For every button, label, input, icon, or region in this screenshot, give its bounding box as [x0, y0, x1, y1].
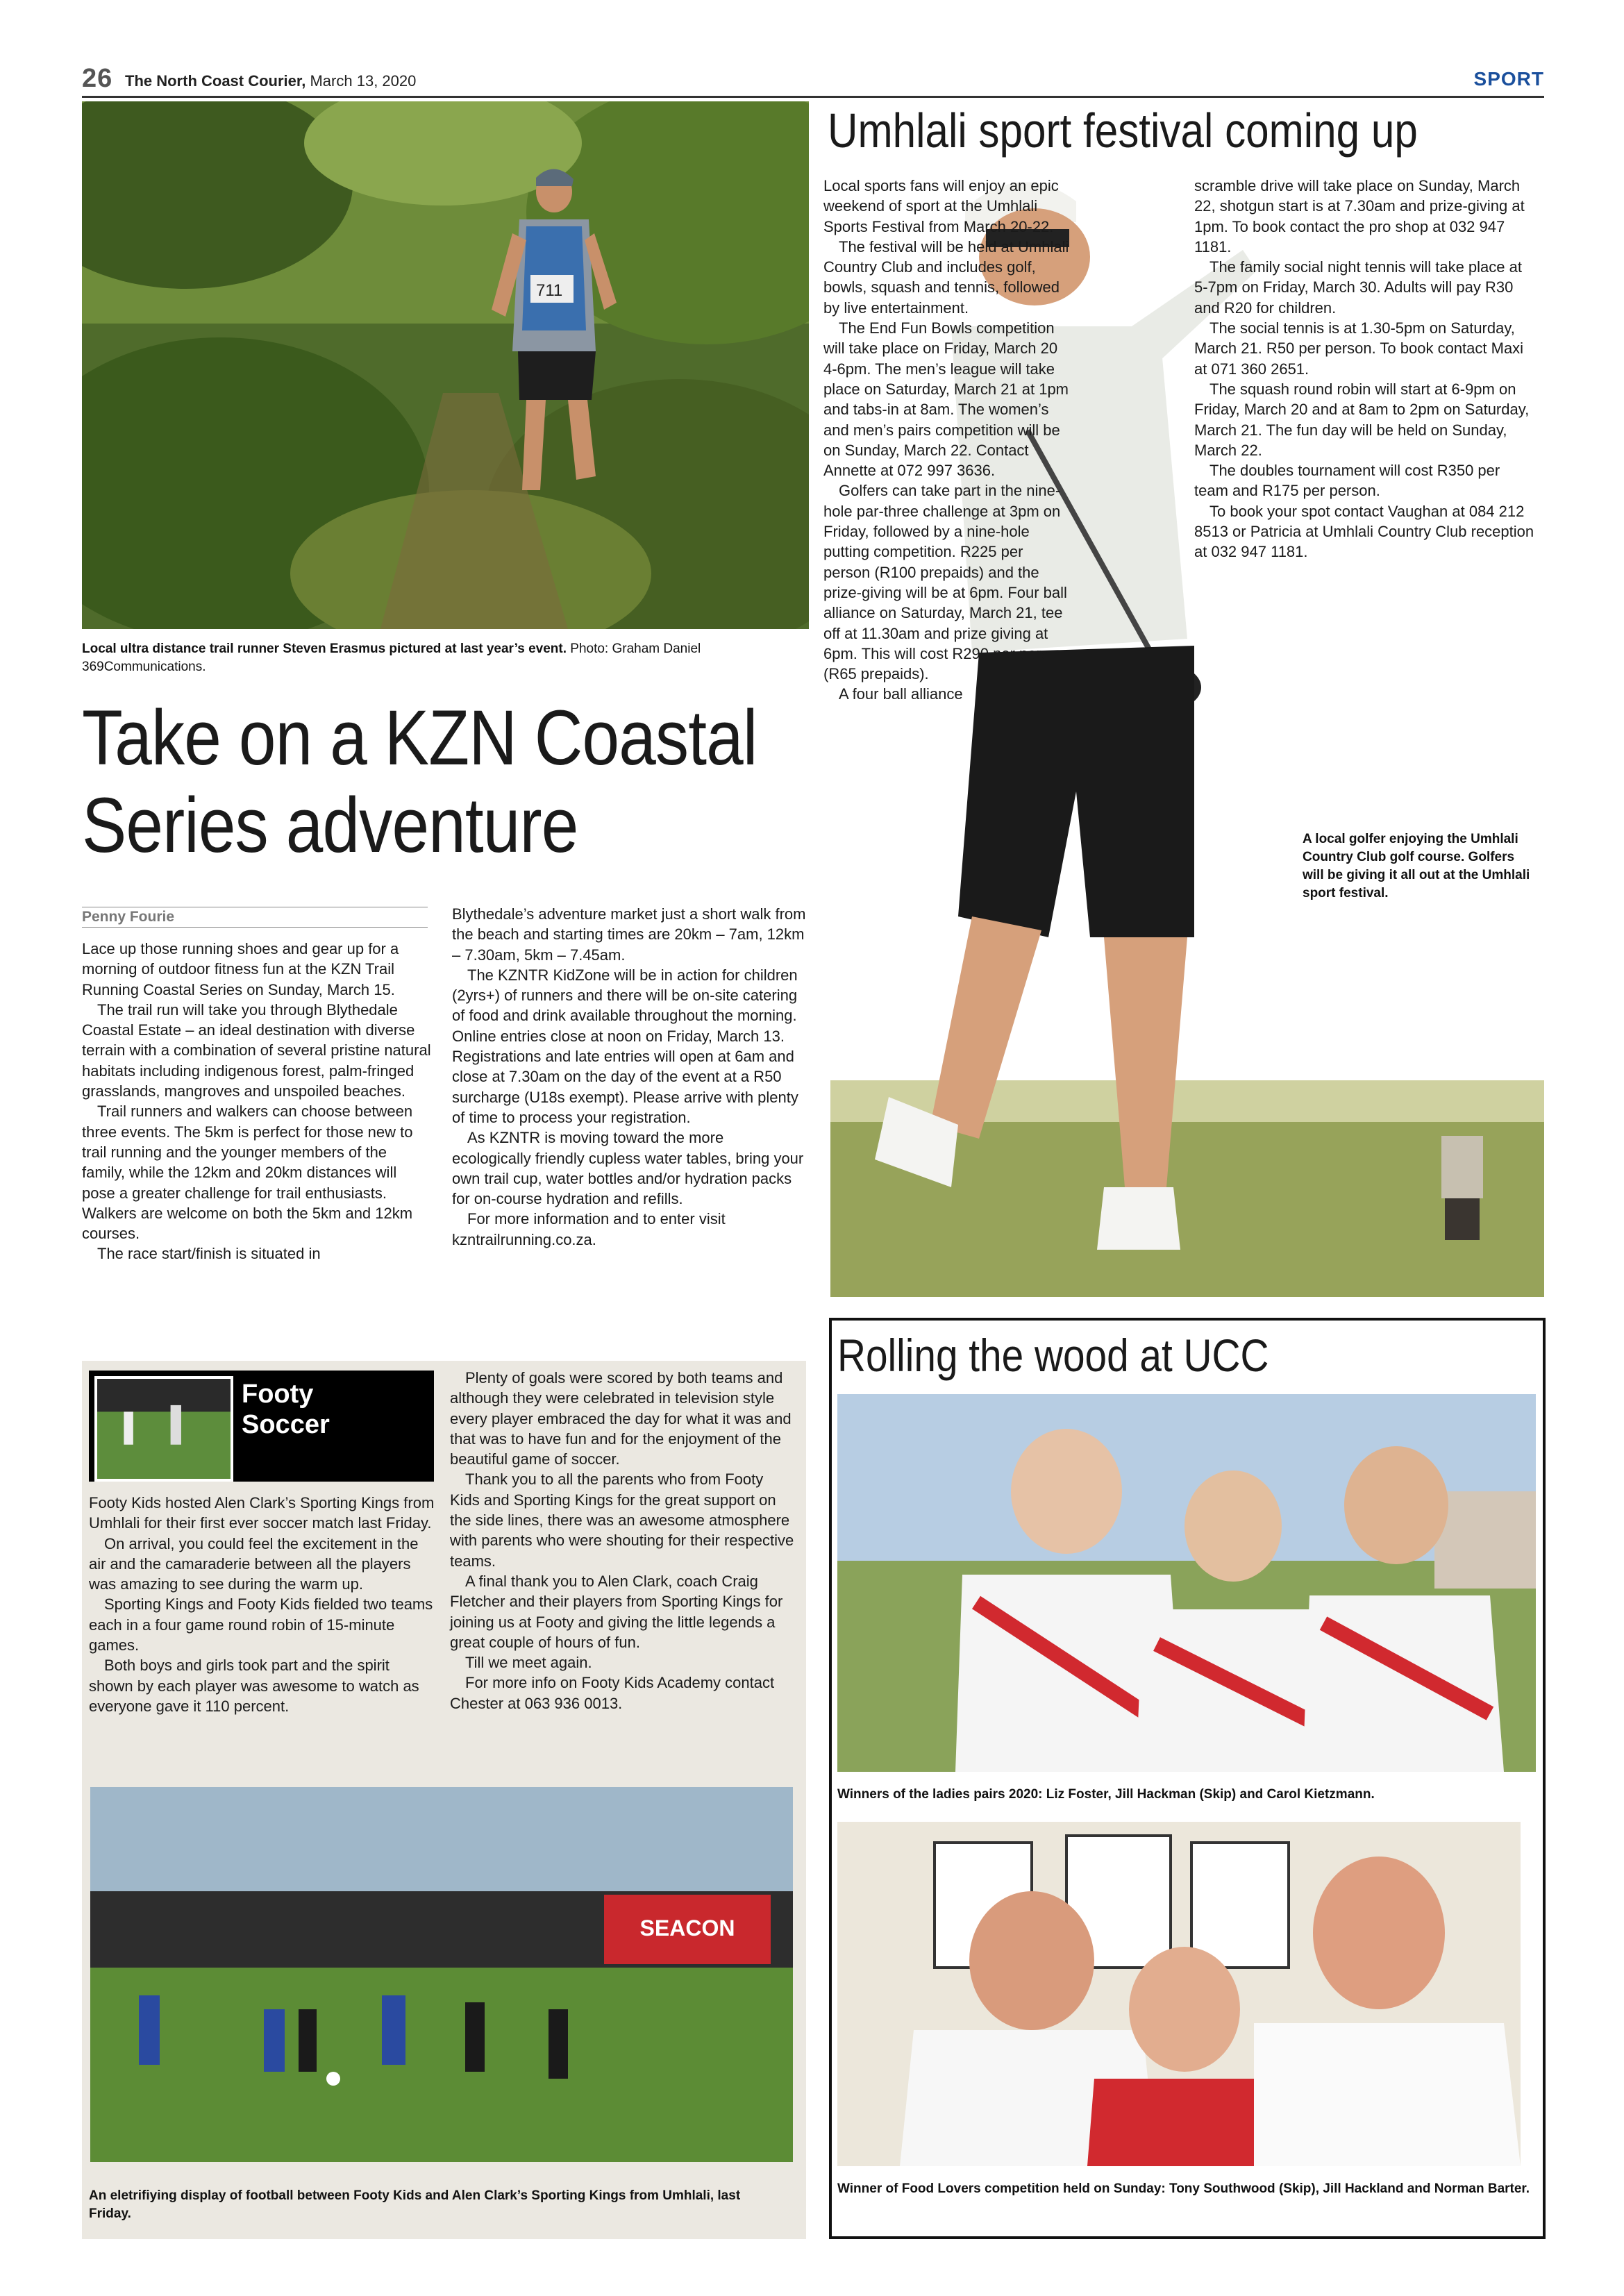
- trail-caption-bold: Local ultra distance trail runner Steven Erasmus pictured at last year’s event.: [82, 642, 567, 656]
- footy-match-photo: [90, 1787, 793, 2162]
- footy-col2-p5: For more info on Footy Kids Academy contact Chester at 063 936 0013.: [450, 1674, 775, 1712]
- trail-headline-line1: Take on a KZN Coastal: [82, 694, 757, 781]
- trail-byline: Penny Fourie: [82, 907, 428, 928]
- footy-col-2: [450, 1368, 794, 1713]
- festival-col1-p3: The End Fun Bowls competition will take place on Friday, March 20 4-6pm. The men’s league will take place on Saturday, March 21 at 1pm and tabs-in at 8am. The women’s and men’s pairs competition will be on Sunday, March 22. Contact Annette at 072 997 3636.: [823, 319, 1069, 480]
- footy-col1-p2: On arrival, you could feel the excitement in the air and the camaraderie between all the players was amazing to see during the warm up.: [89, 1534, 419, 1593]
- footy-col1-p1: Footy Kids hosted Alen Clark’s Sporting Kings from Umhlali for their first ever soccer match last Friday.: [89, 1494, 435, 1532]
- festival-col2-p4: The squash round robin will start at 6-9pm on Friday, March 20 and at 8am to 2pm on Saturday, March 21. The fun day will be held on Sunday, March 22.: [1194, 380, 1530, 459]
- footy-col2-p4: Till we meet again.: [465, 1654, 592, 1672]
- footy-col2-p3: A final thank you to Alen Clark, coach Craig Fletcher and their players from Sporting Kings for joining us at Footy and giving the little legends a great couple of hours of fun.: [450, 1572, 783, 1651]
- festival-col2-p6: To book your spot contact Vaughan at 084 212 8513 or Patricia at Umhlali Country Club reception at 032 947 1181.: [1194, 502, 1534, 561]
- trail-col1-p3: Trail runners and walkers can choose between three events. The 5km is perfect for those new to trail running and the younger members of the family, while the 12km and 20km distances will pose a greater challenge for trail enthusiasts. Walkers are welcome on both the 5km and 12km courses.: [82, 1103, 413, 1243]
- issue-date: March 13, 2020: [310, 72, 417, 90]
- trail-col1-p1: Lace up those running shoes and gear up for a morning of outdoor fitness fun at the KZN Trail Running Coastal Series on Sunday, March 15.: [82, 940, 399, 998]
- footy-title-line1: Footy: [242, 1380, 314, 1409]
- footy-badge-photo: [94, 1376, 233, 1482]
- trail-col2-p1: Blythedale’s adventure market just a short walk from the beach and starting times are 20km – 7am, 12km – 7.30am, 5km – 7.45am.: [452, 905, 806, 964]
- trail-caption-credit: Photo: Graham Daniel 369Communications.: [82, 642, 701, 674]
- food-lovers-photo: [837, 1822, 1521, 2166]
- festival-col-2: [1194, 176, 1534, 562]
- footy-col-1: [89, 1493, 436, 1716]
- trail-col1-p2: The trail run will take you through Blythedale Coastal Estate – an ideal destination with diverse terrain with a combination of several pristine natural habitats including indigenous forest, palm-fringed grasslands, mangroves and unspoiled beaches.: [82, 1000, 431, 1100]
- publication-line: [125, 72, 416, 90]
- page-number: 26: [82, 64, 113, 93]
- trail-headline-line2: Series adventure: [82, 782, 578, 869]
- festival-col2-p2: The family social night tennis will take place at 5-7pm on Friday, March 30. Adults will pay R30 and R20 for children.: [1194, 258, 1522, 317]
- footy-photo-caption: An eletrifiying display of football between Footy Kids and Alen Clark’s Sporting Kings from Umhlali, last Friday.: [89, 2188, 741, 2221]
- ucc-headline: [837, 1329, 1339, 1382]
- festival-col1-p2: The festival will be held at Umhlali Country Club and includes golf, bowls, squash and tennis, followed by live entertainment.: [823, 237, 1069, 317]
- footy-col2-p2: Thank you to all the parents who from Footy Kids and Sporting Kings for the great support on the side lines, there was an awesome atmosphere with parents who were shouting for their respective teams.: [450, 1470, 794, 1570]
- trail-runner-photo: [82, 101, 809, 629]
- publication-name: The North Coast Courier,: [125, 72, 306, 90]
- trail-headline: [82, 694, 867, 869]
- section-label: SPORT: [1473, 68, 1544, 90]
- ladies-pairs-photo: [837, 1394, 1536, 1772]
- footy-col1-p3: Sporting Kings and Footy Kids fielded two teams each in a four game round robin of 15-minute games.: [89, 1595, 433, 1654]
- footy-col1-p4: Both boys and girls took part and the spirit shown by each player was awesome to watch as everyone gave it 110 percent.: [89, 1657, 419, 1715]
- festival-col2-p3: The social tennis is at 1.30-5pm on Saturday, March 21. R50 per person. To book contact Maxi at 071 360 2651.: [1194, 319, 1524, 378]
- festival-col2-p1: scramble drive will take place on Sunday, March 22, shotgun start is at 7.30am and prize-giving at 1pm. To book contact the pro shop at 032 947 1181.: [1194, 177, 1525, 255]
- footy-title: [242, 1379, 330, 1440]
- festival-col1-p4: Golfers can take part in the nine-hole par-three challenge at 3pm on Friday, followed by a nine-hole putting competition. R225 per person (R100 prepaids) and the prize-giving will be at 6pm. Four ball alliance on Saturday, March 21, tee off at 11.30am and prize giving at 6pm. This will cost R290 per person (R65 prepaids).: [823, 482, 1067, 683]
- footy-title-line2: Soccer: [242, 1410, 330, 1439]
- ucc-headline-text: Rolling the wood at UCC: [837, 1330, 1269, 1381]
- golfer-caption: A local golfer enjoying the Umhlali Country Club golf course. Golfers will be giving it all out at the Umhlali sport festival.: [1303, 832, 1530, 900]
- trail-col2-p3: As KZNTR is moving toward the more ecologically friendly cupless water tables, bring your own trail cup, water bottles and/or hydration packs for on-course hydration and refills.: [452, 1129, 804, 1208]
- footy-col2-p1: Plenty of goals were scored by both teams and although they were celebrated in television style every player embraced the day for what it was and that was to have fun and for the enjoyment of the beautiful game of soccer.: [450, 1369, 792, 1468]
- trail-col-1: [82, 939, 432, 1264]
- bib-number: 711: [536, 281, 563, 300]
- festival-col-1: [823, 176, 1073, 705]
- trail-col-2: [452, 904, 806, 1250]
- header-divider: [82, 96, 1544, 98]
- festival-col2-p5: The doubles tournament will cost R350 per team and R175 per person.: [1194, 462, 1500, 500]
- ladies-pairs-caption: Winners of the ladies pairs 2020: Liz Foster, Jill Hackman (Skip) and Carol Kietzmann.: [837, 1787, 1375, 1802]
- trail-col2-p2: The KZNTR KidZone will be in action for children (2yrs+) of runners and there will be on-site catering of food and drink available throughout the morning. Online entries close at noon on Friday, March 13. Registrations and late entries will open at 6am and close at 7.30am on the day of the event at a R50 surcharge (U18s exempt). Please arrive with plenty of time to process your registration.: [452, 966, 798, 1126]
- sponsor-banner-text: SEACON: [639, 1916, 735, 1941]
- page-header: [82, 64, 1544, 97]
- trail-photo-caption: [82, 640, 809, 676]
- trail-col2-p4: For more information and to enter visit kzntrailrunning.co.za.: [452, 1210, 726, 1248]
- festival-col1-p1: Local sports fans will enjoy an epic weekend of sport at the Umhlali Sports Festival from March 20-22.: [823, 177, 1059, 235]
- festival-headline: [828, 103, 1514, 158]
- food-lovers-caption: Winner of Food Lovers competition held on Sunday: Tony Southwood (Skip), Jill Hackland and Norman Barter.: [837, 2181, 1530, 2196]
- festival-col1-p5: A four ball alliance: [839, 685, 963, 703]
- festival-headline-text: Umhlali sport festival coming up: [828, 103, 1418, 158]
- trail-col1-p4: The race start/finish is situated in: [97, 1245, 321, 1263]
